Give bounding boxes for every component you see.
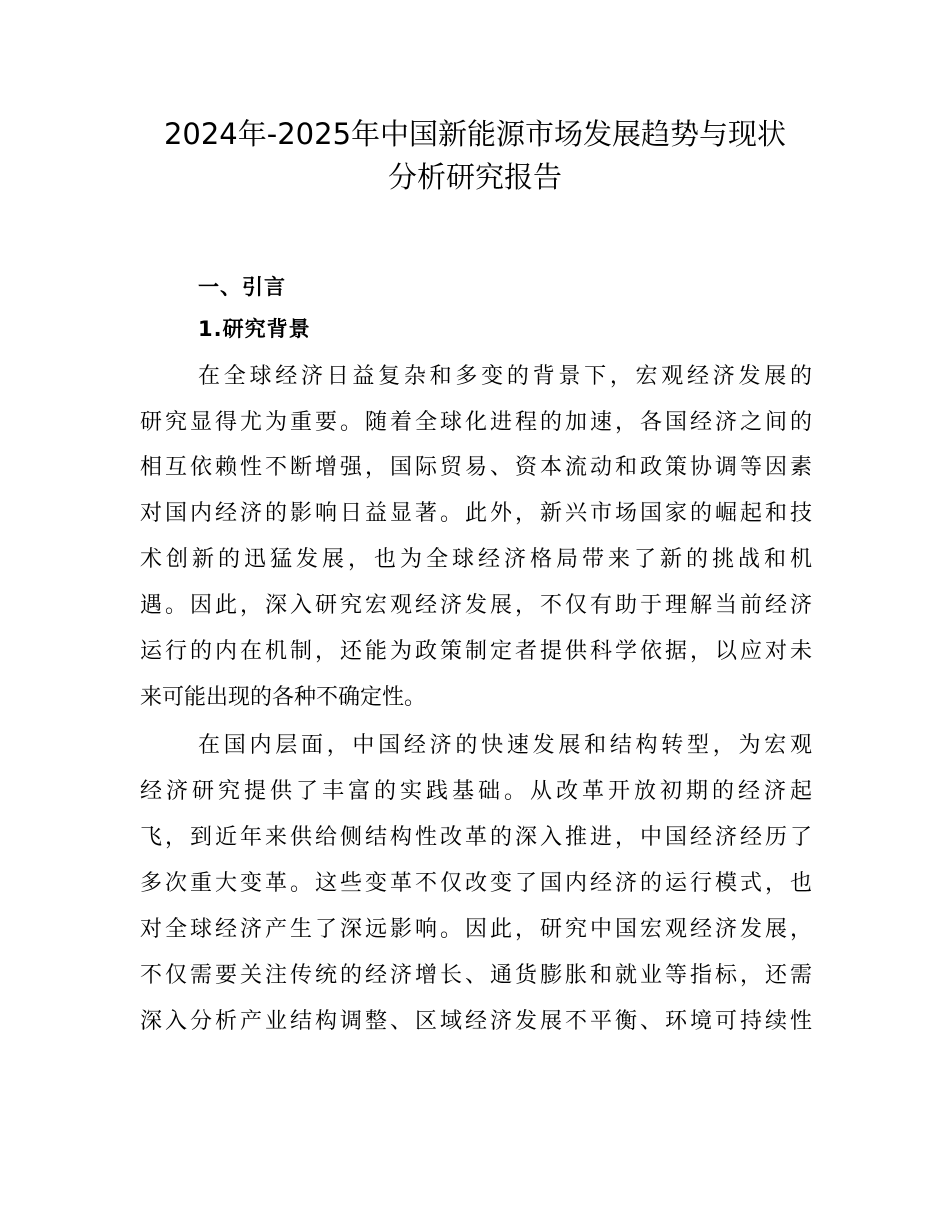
subsection-heading-research-background: 1.研究背景 (198, 317, 311, 341)
paragraph-2-line: 多次重大变革。这些变革不仅改变了国内经济的运行模式，也 (140, 871, 812, 896)
paragraph-1-line: 术创新的迅猛发展，也为全球经济格局带来了新的挑战和机 (140, 547, 812, 572)
paragraph-1-line: 对国内经济的影响日益显著。此外，新兴市场国家的崛起和技 (140, 501, 812, 526)
document-title-line-2: 分析研究报告 (387, 160, 562, 194)
paragraph-2-line: 飞，到近年来供给侧结构性改革的深入推进，中国经济经历了 (140, 825, 812, 850)
paragraph-2-line: 对全球经济产生了深远影响。因此，研究中国宏观经济发展， (140, 917, 812, 942)
paragraph-1-line: 运行的内在机制，还能为政策制定者提供科学依据，以应对未 (140, 639, 812, 664)
paragraph-1-line: 相互依赖性不断增强，国际贸易、资本流动和政策协调等因素 (140, 455, 812, 480)
paragraph-2-line: 在国内层面，中国经济的快速发展和结构转型，为宏观 (198, 733, 812, 758)
paragraph-2-line: 深入分析产业结构调整、区域经济发展不平衡、环境可持续性 (140, 1009, 812, 1034)
paragraph-2-line: 经济研究提供了丰富的实践基础。从改革开放初期的经济起 (140, 779, 812, 804)
paragraph-1-line: 研究显得尤为重要。随着全球化进程的加速，各国经济之间的 (140, 410, 812, 435)
paragraph-1-line: 在全球经济日益复杂和多变的背景下，宏观经济发展的 (198, 364, 812, 389)
paragraph-2-line: 不仅需要关注传统的经济增长、通货膨胀和就业等指标，还需 (140, 963, 812, 988)
document-title-line-1: 2024年-2025年中国新能源市场发展趋势与现状 (163, 117, 787, 151)
paragraph-1-line: 来可能出现的各种不确定性。 (140, 685, 427, 710)
paragraph-1-line: 遇。因此，深入研究宏观经济发展，不仅有助于理解当前经济 (140, 593, 812, 618)
section-heading-introduction: 一、引言 (198, 275, 286, 299)
